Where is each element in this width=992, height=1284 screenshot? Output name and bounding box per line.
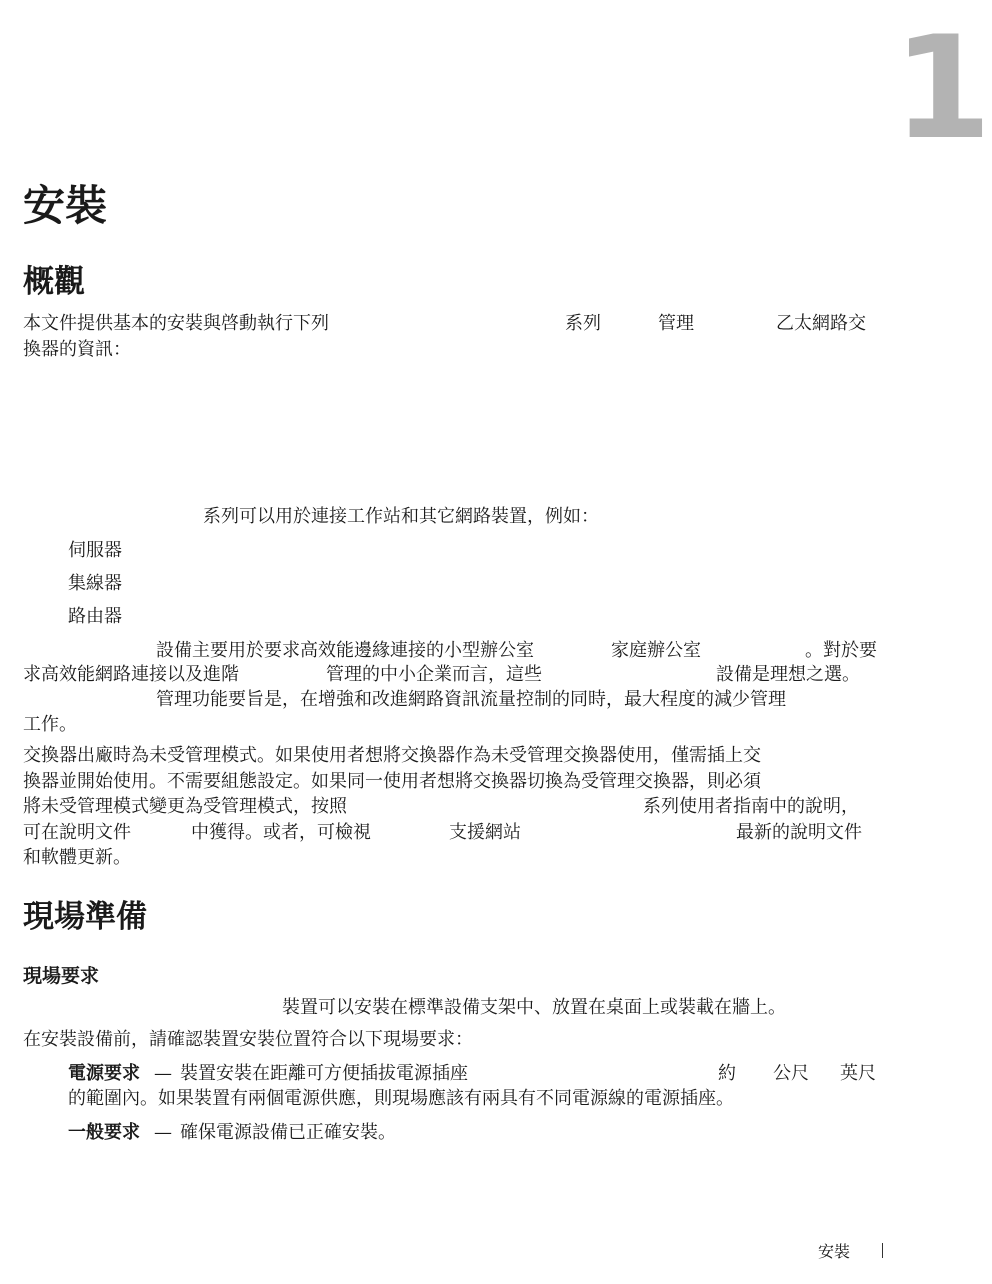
site-prep-heading: 現場準備	[23, 899, 147, 935]
power-requirement-text: 裝置安裝在距離可方便插拔電源插座	[180, 1063, 468, 1084]
general-requirement-dash: —	[154, 1122, 172, 1143]
site-requirements-heading: 現場要求	[23, 965, 100, 987]
para3-text: 將未受管理模式變更為受管理模式，按照	[23, 796, 347, 817]
general-requirement-text: 確保電源設備已正確安裝。	[180, 1122, 396, 1143]
general-requirement-label: 一般要求	[68, 1122, 140, 1143]
para3-text: 和軟體更新。	[23, 847, 131, 868]
power-requirement-text: 約	[718, 1063, 736, 1084]
intro-text-1c: 管理	[658, 313, 694, 334]
power-requirement-text: 英尺	[840, 1063, 876, 1084]
para2-text: 工作。	[23, 714, 77, 735]
para3-text: 支援網站	[449, 822, 521, 843]
power-requirement-dash: —	[154, 1063, 172, 1084]
para3-text: 交換器出廠時為未受管理模式。如果使用者想將交換器作為未受管理交換器使用，僅需插上交	[23, 745, 761, 766]
para3-text: 最新的說明文件	[736, 822, 862, 843]
para2-text: 設備是理想之選。	[716, 664, 860, 685]
intro-text-1d: 乙太網路交	[776, 313, 866, 334]
para3-text: 系列使用者指南中的說明，	[643, 796, 859, 817]
power-requirement-text: 公尺	[773, 1063, 809, 1084]
usage-text: 系列可以用於連接工作站和其它網路裝置，例如：	[203, 506, 599, 527]
power-requirement-label: 電源要求	[68, 1063, 140, 1084]
mounting-text: 裝置可以安裝在標準設備支架中、放置在桌面上或裝載在牆上。	[282, 997, 786, 1018]
chapter-number: 1	[893, 6, 992, 171]
device-list-item: 伺服器	[68, 540, 122, 561]
confirm-text: 在安裝設備前，請確認裝置安裝位置符合以下現場要求：	[23, 1029, 473, 1050]
para2-text: 管理功能要旨是，在增強和改進網路資訊流量控制的同時，最大程度的減少管理	[156, 689, 786, 710]
para2-text: 家庭辦公室	[611, 640, 701, 661]
footer-section-label: 安裝	[818, 1242, 851, 1261]
para2-text: 設備主要用於要求高效能邊緣連接的小型辦公室	[156, 640, 534, 661]
power-requirement-text: 的範圍內。如果裝置有兩個電源供應，則現場應該有兩具有不同電源線的電源插座。	[68, 1088, 734, 1109]
para2-text: 。對於要	[805, 640, 877, 661]
intro-text-1b: 系列	[565, 313, 601, 334]
para2-text: 管理的中小企業而言，這些	[326, 664, 542, 685]
page-title: 安裝	[23, 181, 108, 230]
para3-text: 可在說明文件	[23, 822, 131, 843]
para3-text: 中獲得。或者，可檢視	[191, 822, 371, 843]
para2-text: 求高效能網路連接以及進階	[23, 664, 239, 685]
intro-text-2: 換器的資訊：	[23, 339, 131, 360]
intro-text-1a: 本文件提供基本的安裝與啓動執行下列	[23, 313, 329, 334]
footer-divider	[882, 1243, 883, 1258]
device-list-item: 集線器	[68, 573, 122, 594]
device-list-item: 路由器	[68, 606, 122, 627]
overview-heading: 概觀	[23, 264, 85, 300]
para3-text: 換器並開始使用。不需要組態設定。如果同一使用者想將交換器切換為受管理交換器，則必須	[23, 771, 761, 792]
